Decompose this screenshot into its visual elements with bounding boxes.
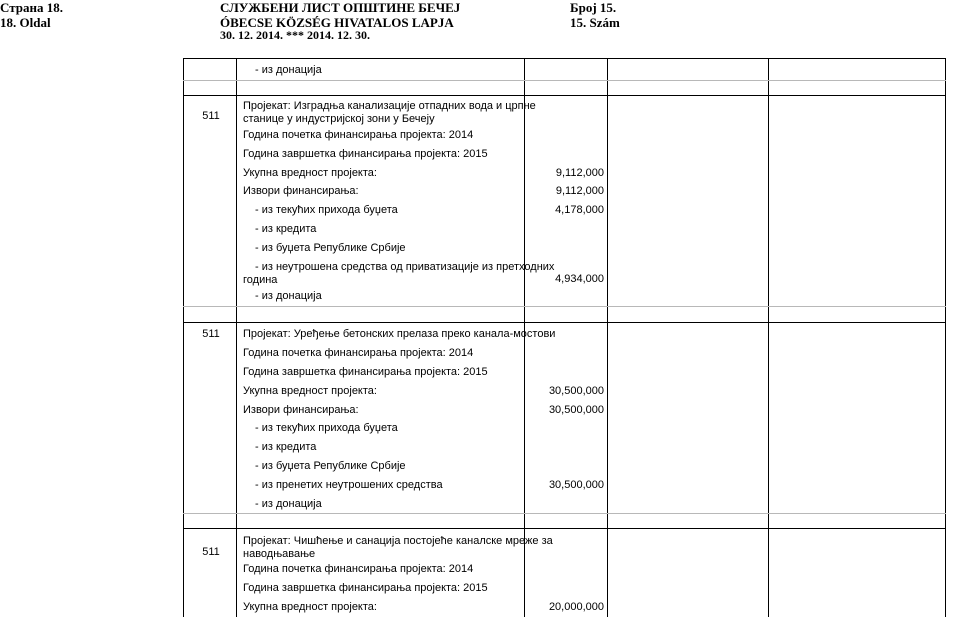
row-description bbox=[255, 498, 322, 511]
description-line: - из донација bbox=[255, 290, 322, 302]
page-number-sr: Страна 18. bbox=[0, 0, 63, 15]
description-line: Година завршетка финансирања пројекта: 2015 bbox=[243, 582, 488, 594]
table-rule bbox=[183, 528, 946, 529]
row-description bbox=[243, 100, 536, 126]
table-border-right bbox=[945, 58, 946, 617]
issue-number-header bbox=[570, 0, 620, 30]
description-line: Укупна вредност пројекта: bbox=[243, 601, 377, 613]
description-line: станице у индустријској зони у Бечеју bbox=[243, 113, 435, 125]
table-border-left bbox=[183, 58, 184, 617]
description-line: Година почетка финансирања пројекта: 2014 bbox=[243, 129, 474, 141]
description-line: Извори финансирања: bbox=[243, 404, 359, 416]
row-description bbox=[255, 64, 322, 77]
description-line: - из текућих прихода буџета bbox=[255, 422, 398, 434]
description-line: - из буџета Републике Србије bbox=[255, 242, 406, 254]
row-description bbox=[243, 404, 359, 417]
amount-value: 4,178,000 bbox=[555, 204, 604, 216]
account-number: 511 bbox=[202, 328, 220, 340]
description-line: Укупна вредност пројекта: bbox=[243, 167, 377, 179]
amount-value: 30,500,000 bbox=[548, 479, 604, 491]
row-description bbox=[243, 328, 555, 341]
description-line: Пројекат: Чишћење и санација постојеће каналске мреже за bbox=[243, 535, 553, 547]
description-line: Година завршетка финансирања пројекта: 2015 bbox=[243, 366, 488, 378]
issue-number-hu: 15. Szám bbox=[570, 15, 620, 30]
issue-date: 30. 12. 2014. *** 2014. 12. 30. bbox=[220, 28, 370, 42]
table-rule bbox=[183, 80, 946, 81]
amount-value: 30,500,000 bbox=[548, 404, 604, 416]
page-number-hu: 18. Oldal bbox=[0, 15, 51, 30]
table-rule bbox=[183, 322, 946, 323]
row-description bbox=[243, 148, 488, 161]
issue-number-sr: Број 15. bbox=[570, 0, 617, 15]
description-line: Година почетка финансирања пројекта: 2014 bbox=[243, 563, 474, 575]
description-line: Пројекат: Уређење бетонских прелаза преко канала-мостови bbox=[243, 328, 556, 340]
row-description bbox=[243, 601, 377, 614]
description-line: - из донација bbox=[255, 64, 322, 76]
amount-value: 4,934,000 bbox=[555, 273, 604, 285]
table-column-divider bbox=[768, 58, 769, 617]
row-description bbox=[243, 129, 473, 142]
row-description bbox=[243, 261, 555, 287]
description-line: Укупна вредност пројекта: bbox=[243, 385, 377, 397]
gazette-title-sr: СЛУЖБЕНИ ЛИСТ ОПШТИНЕ БЕЧЕЈ bbox=[220, 0, 461, 15]
description-line: Пројекат: Изградња канализације отпадних вода и црпне bbox=[243, 100, 536, 112]
row-description bbox=[243, 535, 553, 561]
row-description bbox=[243, 582, 488, 595]
description-line: година bbox=[243, 274, 278, 286]
row-description bbox=[243, 167, 377, 180]
table-column-divider bbox=[236, 58, 237, 617]
table-rule bbox=[183, 513, 946, 514]
amount-value: 9,112,000 bbox=[555, 167, 604, 179]
amount-value: 9,112,000 bbox=[555, 185, 604, 197]
row-description bbox=[243, 347, 473, 360]
row-description bbox=[243, 185, 359, 198]
page-number-header bbox=[0, 0, 63, 30]
description-line: - из пренетих неутрошених средства bbox=[255, 479, 443, 491]
amount-value: 20,000,000 bbox=[548, 601, 604, 613]
row-description bbox=[243, 366, 488, 379]
row-description bbox=[255, 460, 406, 473]
description-line: наводњавање bbox=[243, 548, 316, 560]
row-description bbox=[255, 223, 316, 236]
table-rule bbox=[183, 95, 946, 96]
description-line: Година завршетка финансирања пројекта: 2015 bbox=[243, 148, 488, 160]
row-description bbox=[243, 385, 377, 398]
amount-value: 30,500,000 bbox=[548, 385, 604, 397]
row-description bbox=[243, 563, 473, 576]
gazette-title-hu: ÓBECSE KÖZSÉG HIVATALOS LAPJA bbox=[220, 15, 454, 30]
description-line: - из текућих прихода буџета bbox=[255, 204, 398, 216]
description-line: Година почетка финансирања пројекта: 2014 bbox=[243, 347, 474, 359]
table-rule bbox=[183, 58, 946, 59]
account-number: 511 bbox=[202, 546, 220, 558]
row-description bbox=[255, 242, 406, 255]
row-description bbox=[255, 422, 398, 435]
row-description bbox=[255, 479, 443, 492]
description-line: - из буџета Републике Србије bbox=[255, 460, 406, 472]
row-description bbox=[255, 290, 322, 303]
account-number: 511 bbox=[202, 110, 220, 122]
description-line: - из кредита bbox=[255, 223, 317, 235]
table-rule bbox=[183, 306, 946, 307]
gazette-title-header bbox=[220, 0, 460, 30]
row-description bbox=[255, 204, 398, 217]
description-line: Извори финансирања: bbox=[243, 185, 359, 197]
table-column-divider bbox=[607, 58, 608, 617]
description-line: - из кредита bbox=[255, 441, 317, 453]
description-line: - из неутрошена средства од приватизације из претходних bbox=[255, 261, 555, 273]
description-line: - из донација bbox=[255, 498, 322, 510]
row-description bbox=[255, 441, 316, 454]
